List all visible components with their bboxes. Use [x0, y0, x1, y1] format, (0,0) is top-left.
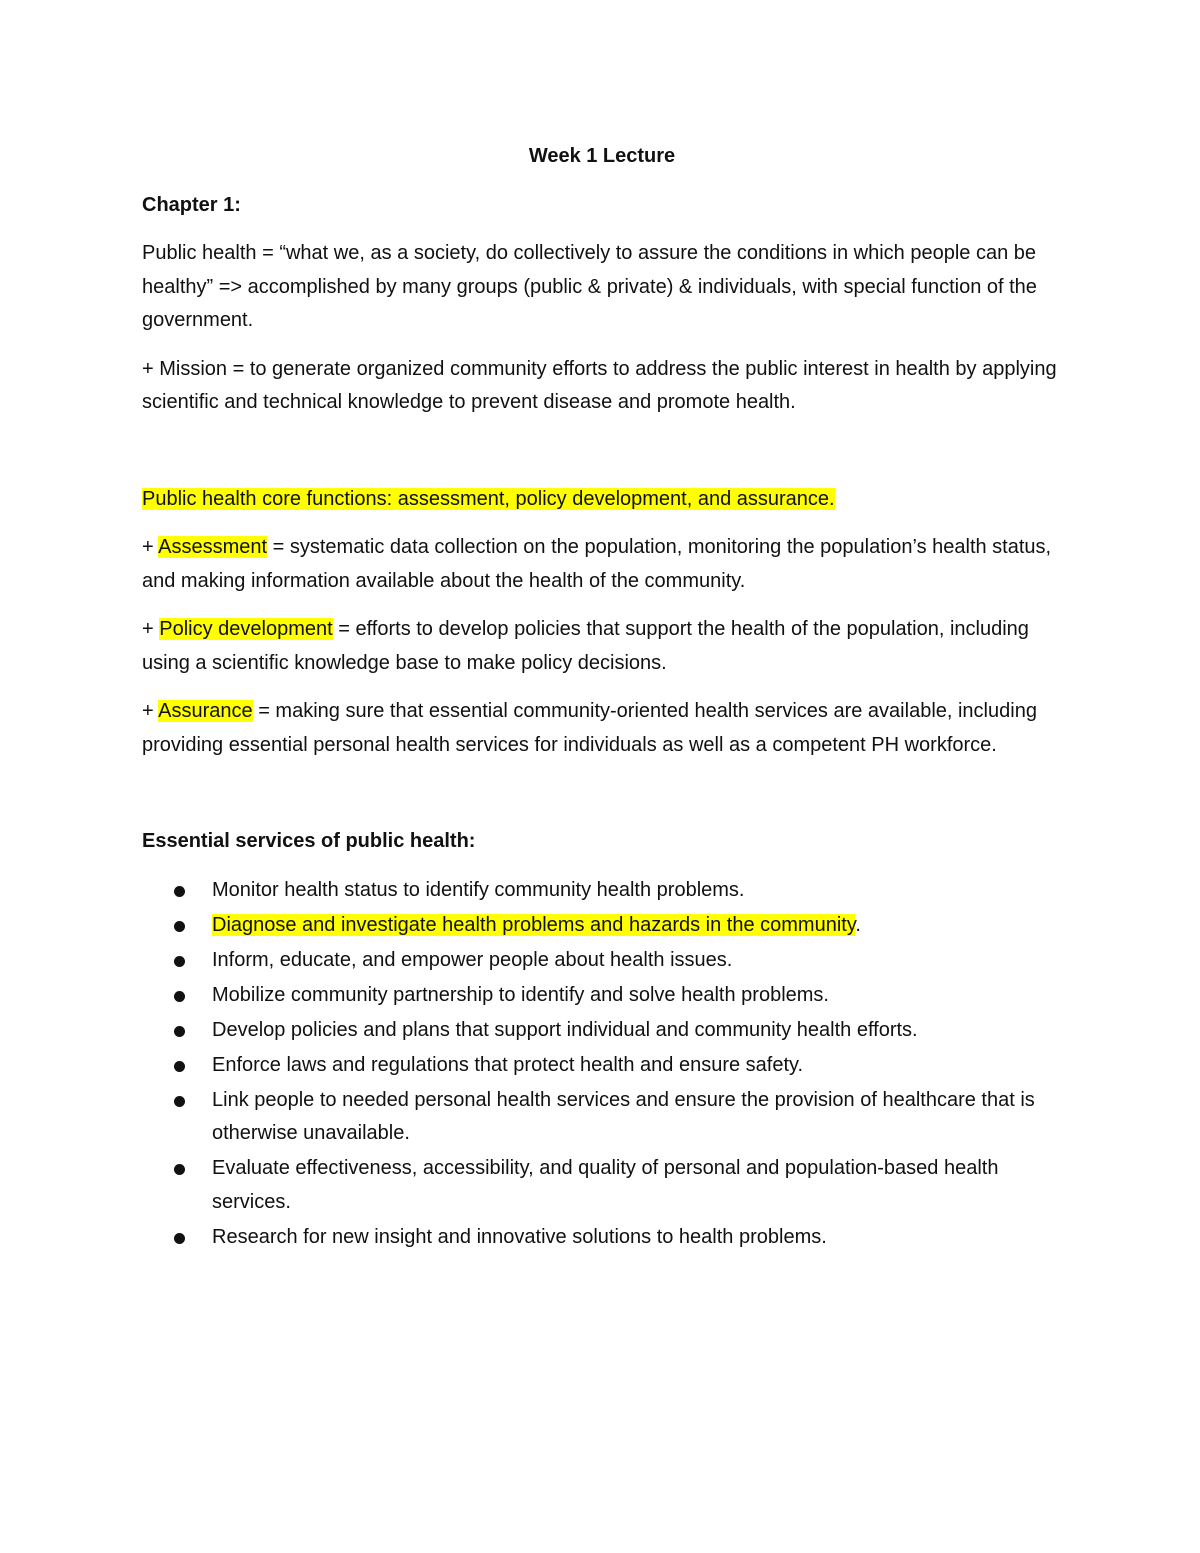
spacer — [142, 777, 1062, 825]
chapter-heading: Chapter 1: — [142, 193, 241, 216]
core-function-term: Assurance — [158, 700, 253, 722]
core-function-assessment — [142, 531, 1062, 598]
list-item-text: Monitor health status to identify community health problems. — [212, 878, 745, 901]
core-functions-heading — [142, 483, 1062, 517]
list-item — [142, 1014, 1062, 1048]
core-function-definition: = efforts to develop policies that support the health of the population, including using a scientific knowledge base to make policy decisions. — [142, 618, 1029, 674]
list-item-text: Mobilize community partnership to identify and solve health problems. — [212, 983, 829, 1006]
essential-services-heading: Essential services of public health: — [142, 830, 476, 852]
bullet-icon — [174, 1026, 185, 1037]
list-item-text: Link people to needed personal health services and ensure the provision of healthcare that is otherwise unavailable. — [212, 1088, 1035, 1144]
core-functions-heading-highlight: Public health core functions: assessment, policy development, and assurance. — [142, 487, 835, 510]
list-item-text: Evaluate effectiveness, accessibility, and quality of personal and population-based health services. — [212, 1157, 999, 1213]
bullet-icon — [174, 956, 185, 967]
list-item — [142, 1221, 1062, 1255]
core-function-definition: = systematic data collection on the population, monitoring the population’s health status, and making information available about the health of the community. — [142, 536, 1052, 592]
list-item — [142, 944, 1062, 978]
list-item-text: Inform, educate, and empower people about health issues. — [212, 948, 733, 971]
bullet-icon — [174, 1233, 185, 1244]
core-function-term: Assessment — [158, 536, 268, 558]
document-content — [142, 140, 1062, 1256]
list-item-highlight: Diagnose and investigate health problems and hazards in the community — [212, 913, 856, 936]
list-item — [142, 979, 1062, 1013]
definition-paragraph: Public health = “what we, as a society, do collectively to assure the conditions in which people can be healthy” => accomplished by many groups (public & private) & individuals, with special function of the government. — [142, 242, 1037, 331]
list-item — [142, 1084, 1062, 1151]
core-function-term: Policy development — [159, 618, 333, 640]
list-item — [142, 874, 1062, 908]
bullet-icon — [174, 1164, 185, 1175]
list-item — [142, 1049, 1062, 1083]
spacer — [142, 435, 1062, 483]
bullet-icon — [174, 921, 185, 932]
list-item — [142, 909, 1062, 943]
list-item-text: . — [855, 913, 861, 936]
bullet-icon — [174, 1096, 185, 1107]
document-title: Week 1 Lecture — [528, 145, 676, 167]
mission-paragraph: + Mission = to generate organized community efforts to address the public interest in health by applying scientific and technical knowledge to prevent disease and promote health. — [142, 357, 1057, 413]
core-function-assurance — [142, 695, 1062, 762]
core-function-prefix: + — [142, 700, 159, 722]
core-function-policy-development — [142, 613, 1062, 680]
list-item-text: Enforce laws and regulations that protect health and ensure safety. — [212, 1053, 804, 1076]
core-function-prefix: + — [142, 618, 160, 640]
bullet-icon — [174, 991, 185, 1002]
list-item — [142, 1152, 1062, 1219]
list-item-text: Research for new insight and innovative solutions to health problems. — [212, 1225, 827, 1248]
core-function-prefix: + — [142, 536, 159, 558]
bullet-icon — [174, 1061, 185, 1072]
core-function-definition: = making sure that essential community-oriented health services are available, including providing essential personal health services for individuals as well as a competent PH workforce. — [142, 700, 1037, 756]
list-item-text: Develop policies and plans that support individual and community health efforts. — [212, 1018, 918, 1041]
essential-services-list — [142, 874, 1062, 1255]
bullet-icon — [174, 886, 185, 897]
